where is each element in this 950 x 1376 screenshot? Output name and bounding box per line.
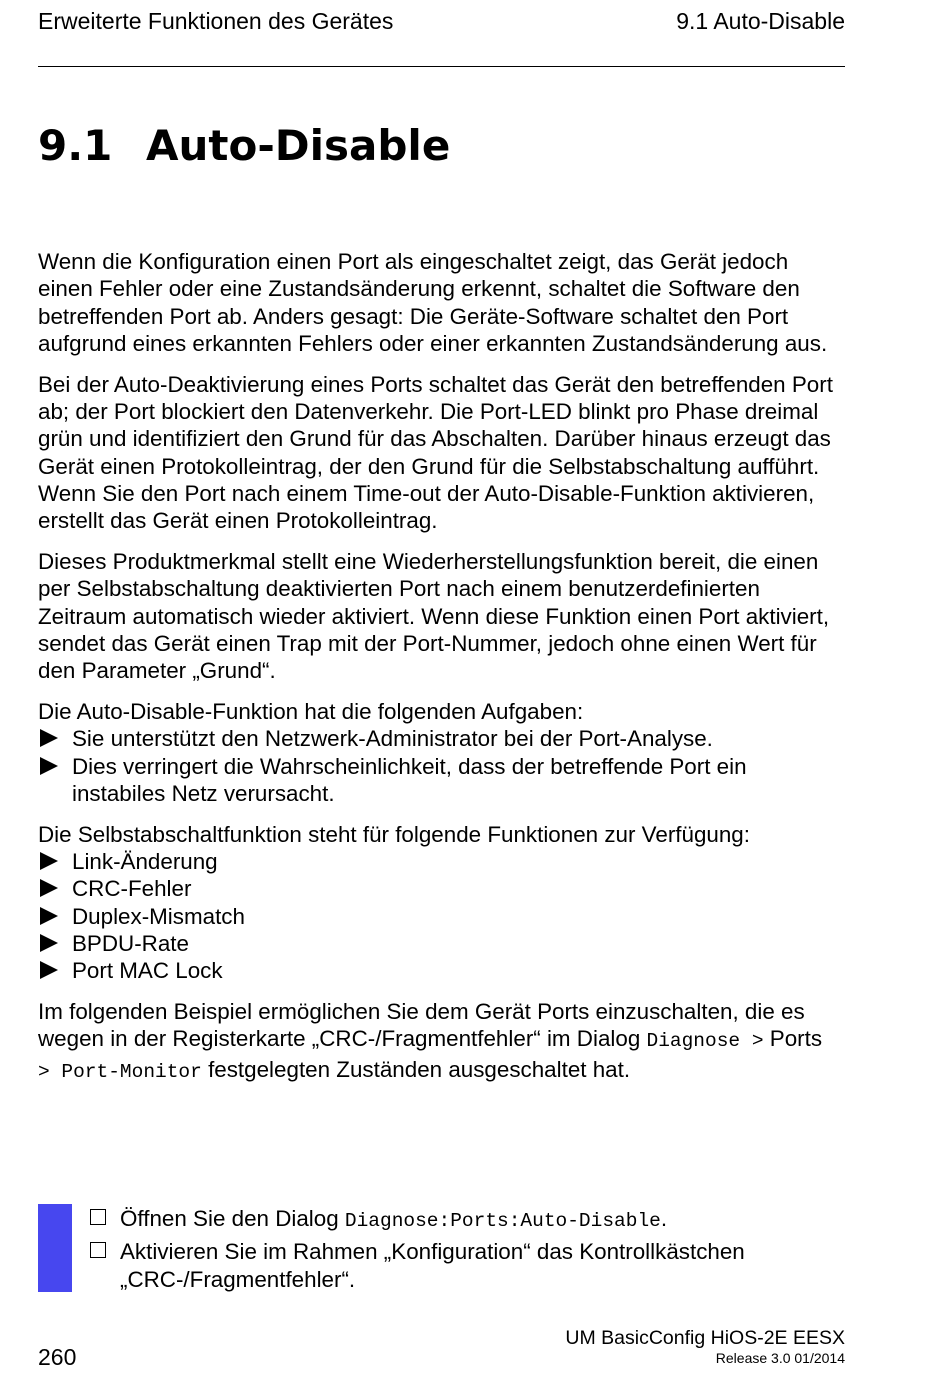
running-header [38,6,845,36]
function-text: Port MAC Lock [72,958,223,984]
section-title [38,118,450,174]
paragraph-example [38,998,845,1086]
step1-end: . [660,1206,668,1231]
footer-document-title: UM BasicConfig HiOS-2E EESX [565,1327,845,1349]
example-text-after: festgelegten Zuständen ausgeschaltet hat. [201,1056,631,1082]
tasks-intro: Die Auto-Disable-Funktion hat die folgenden Aufgaben: [38,698,584,724]
checkbox-icon [90,1242,106,1258]
triangle-bullet-icon [40,961,58,979]
step2-text: Aktivieren Sie im Rahmen „Konfiguration“ das Kontrollkästchen „CRC-/Fragmentfehler“. [120,1239,745,1292]
triangle-bullet-icon [40,879,58,897]
footer-document-info [565,1327,845,1367]
instruction-steps [88,1205,845,1296]
footer-release: Release 3.0 01/2014 [715,1350,845,1366]
functions-intro: Die Selbstabschaltfunktion steht für folgende Funktionen zur Verfügung: [38,821,750,847]
step-activate-checkbox [88,1238,845,1293]
triangle-bullet-icon [40,757,58,775]
header-chapter: Erweiterte Funktionen des Gerätes [38,8,394,34]
functions-list [38,848,845,984]
list-item [38,848,845,875]
section-heading: Auto-Disable [146,121,451,170]
list-item [38,875,845,902]
step-open-dialog [88,1205,845,1235]
paragraph-intro: Wenn die Konfiguration einen Port als eingeschaltet zeigt, das Gerät jedoch einen Fehler oder eine Zustandsänderung erkennt, schaltet die Software den betreffenden Port ab. Anders gesagt: Die Geräte-Software schaltet den Port aufgrund eines erkannten Fehlers oder einer erkannten Zustandsänderung aus. [38,249,828,356]
task-text: Dies verringert die Wahrscheinlichkeit, dass der betreffende Port ein instabiles Netz verursacht. [72,753,747,806]
ui-path-diagnose: Diagnose [646,1030,741,1053]
page-number: 260 [38,1344,77,1370]
triangle-bullet-icon [40,729,58,747]
section-number: 9.1 [38,121,113,170]
paragraph-recovery: Dieses Produktmerkmal stellt eine Wiederherstellungsfunktion bereit, die einen per Selbstabschaltung deaktivierten Port nach einem benutzerdefinierten Zeitraum automatisch wieder aktiviert. Wenn diese Funktion einen Port aktiviert, sendet das Gerät einen Trap mit der Port-Nummer, jedoch ohne einen Wert für den Parameter „Grund“. [38,548,830,684]
checkbox-icon [90,1209,106,1225]
function-text: CRC-Fehler [72,876,192,902]
list-item [38,930,845,957]
ui-path-separator: > [751,1030,764,1053]
header-divider [38,66,845,67]
triangle-bullet-icon [40,934,58,952]
ui-path-ports: Ports [769,1026,823,1052]
function-text: BPDU-Rate [72,930,189,956]
example-text-before: Im folgenden Beispiel ermöglichen Sie dem Gerät Ports einzuschalten, die es wegen in der Registerkarte „CRC-/Fragmentfehler“ im Dialog [38,998,805,1052]
body-text [38,248,845,1099]
list-item [38,725,845,752]
function-text: Link-Änderung [72,848,218,874]
triangle-bullet-icon [40,907,58,925]
list-item [38,753,845,808]
list-item [38,903,845,930]
ui-path-port-monitor: Port-Monitor [61,1060,202,1083]
header-section: 9.1 Auto-Disable [676,8,845,34]
triangle-bullet-icon [40,852,58,870]
tasks-list [38,725,845,807]
step1-dialog-path: Diagnose:Ports:Auto-Disable [344,1210,661,1232]
function-text: Duplex-Mismatch [72,903,245,929]
action-marker-bar [38,1204,72,1292]
list-item [38,957,845,984]
ui-path-separator: > [38,1060,50,1083]
step1-text: Öffnen Sie den Dialog [120,1206,345,1231]
paragraph-auto-deactivation: Bei der Auto-Deaktivierung eines Ports schaltet das Gerät den betreffenden Port ab; der Port blockiert den Datenverkehr. Die Port-LED blinkt pro Phase dreimal grün und identifiziert den Grund für das Abschalten. Darüber hinaus erzeugt das Gerät einen Protokolleintrag, der den Grund für die Selbstabschaltung aufführt. Wenn Sie den Port nach einem Time-out der Auto-Disable-Funktion aktivieren, erstellt das Gerät einen Protokolleintrag. [38,371,833,534]
task-text: Sie unterstützt den Netzwerk-Administrator bei der Port-Analyse. [72,726,713,752]
